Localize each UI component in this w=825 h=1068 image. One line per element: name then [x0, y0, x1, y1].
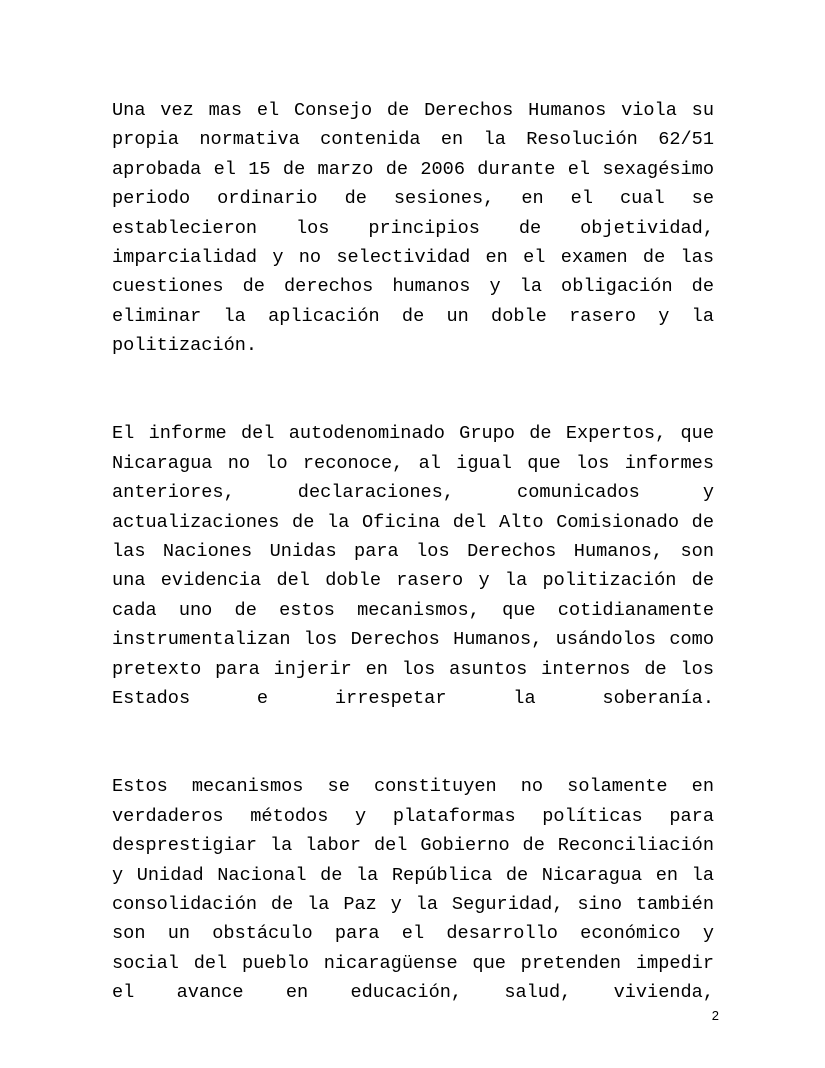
paragraph-1: Una vez mas el Consejo de Derechos Humanos viola su propia normativa contenida en la Resolución 62/51 aprobada el 15 de marzo de 2006 durante el sexagésimo periodo ordinario de sesiones, en el cual se establecieron los principios de objetividad, imparcialidad y no selectividad en el examen de las cuestiones de derechos humanos y la obligación de eliminar la aplicación de un doble rasero y la politización. — [112, 100, 714, 357]
paragraph-3: Estos mecanismos se constituyen no solamente en verdaderos métodos y plataformas políticas para desprestigiar la labor del Gobierno de Reconciliación y Unidad Nacional de la República de Nicaragua en la consolidación de la Paz y la Seguridad, sino también son un obstáculo para el desarrollo económico y social del pueblo nicaragüense que pretenden impedir el avance en educación, salud, vivienda, — [112, 776, 714, 1004]
page-number: 2 — [711, 1008, 719, 1023]
document-body — [112, 96, 714, 1037]
paragraph-2: El informe del autodenominado Grupo de Expertos, que Nicaragua no lo reconoce, al igual que los informes anteriores, declaraciones, comunicados y actualizaciones de la Oficina del Alto Comisionado de las Naciones Unidas para los Derechos Humanos, son una evidencia del doble rasero y la politización de cada uno de estos mecanismos, que cotidianamente instrumentalizan los Derechos Humanos, usándolos como pretexto para injerir en los asuntos internos de los Estados e irrespetar la soberanía. — [112, 423, 714, 710]
